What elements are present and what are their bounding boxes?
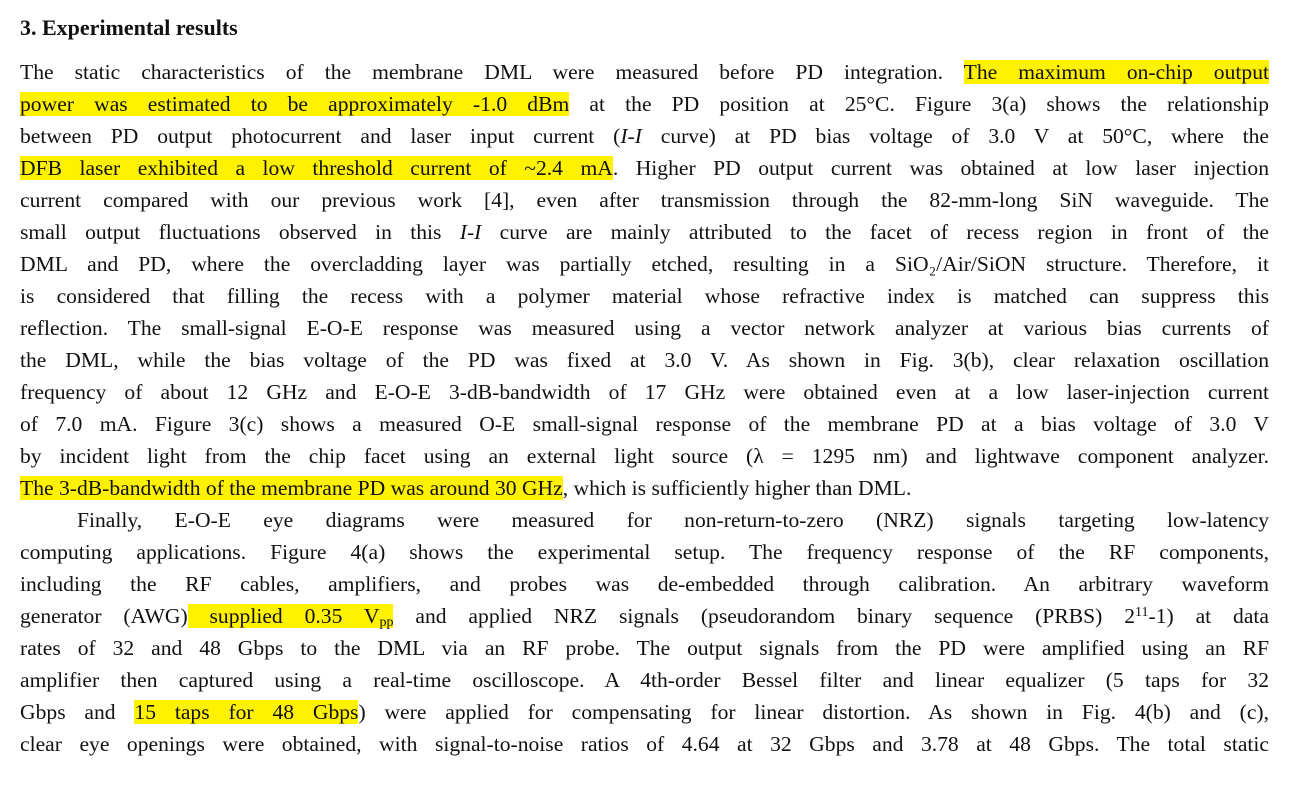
text-span: -1) at data	[1148, 604, 1270, 628]
text-line	[20, 600, 1269, 632]
section-heading: 3. Experimental results	[20, 15, 238, 40]
highlighted-text: DFB laser exhibited a low threshold current of ~2.4 mA	[20, 156, 613, 180]
text-line: DML and PD, where the overcladding layer was partially etched, resulting in a SiO₂/Air/SiON structure. Therefore, it	[20, 252, 1269, 276]
text-line: rates of 32 and 48 Gbps to the DML via an RF probe. The output signals from the PD were amplified using an RF	[20, 636, 1269, 660]
text-line: is considered that filling the recess with a polymer material whose refractive index is matched can suppress this	[20, 284, 1269, 308]
text-span: curve) at PD bias voltage of 3.0 V at 50°C, where the	[641, 124, 1270, 148]
highlighted-text	[188, 604, 394, 628]
italic-text: I-I	[620, 124, 642, 148]
text-line: Finally, E-O-E eye diagrams were measured for non-return-to-zero (NRZ) signals targeting low-latency	[77, 508, 1269, 532]
text-line: computing applications. Figure 4(a) shows the experimental setup. The frequency response of the RF components,	[20, 540, 1269, 564]
text-line: the DML, while the bias voltage of the PD was fixed at 3.0 V. As shown in Fig. 3(b), clear relaxation oscillation	[20, 348, 1269, 372]
highlighted-text: power was estimated to be approximately -1.0 dBm	[20, 92, 570, 116]
highlighted-text: The maximum on-chip output	[963, 60, 1269, 84]
text-line: clear eye openings were obtained, with signal-to-noise ratios of 4.64 at 32 Gbps and 3.78 at 48 Gbps. The total static	[20, 732, 1269, 756]
text-span: . Higher PD output current was obtained at low laser injection	[612, 156, 1270, 180]
text-span: Gbps and	[20, 700, 135, 724]
text-line	[20, 152, 1269, 184]
text-span: and applied NRZ signals (pseudorandom binary sequence (PRBS) 2	[393, 604, 1136, 628]
subscript: pp	[379, 615, 394, 630]
text-line: reflection. The small-signal E-O-E response was measured using a vector network analyzer at various bias currents of	[20, 316, 1269, 340]
text-line: current compared with our previous work [4], even after transmission through the 82-mm-long SiN waveguide. The	[20, 188, 1269, 212]
text-line	[20, 696, 1269, 728]
highlighted-text: 15 taps for 48 Gbps	[134, 700, 359, 724]
text-span: generator (AWG)	[20, 604, 188, 628]
text-span: curve are mainly attributed to the facet of recess region in front of the	[481, 220, 1269, 244]
superscript: 11	[1135, 605, 1149, 620]
text-line: including the RF cables, amplifiers, and probes was de-embedded through calibration. An arbitrary waveform	[20, 572, 1269, 596]
text-line	[20, 216, 1269, 248]
text-line: by incident light from the chip facet using an external light source (λ = 1295 nm) and lightwave component analyzer.	[20, 444, 1269, 468]
highlighted-text: The 3-dB-bandwidth of the membrane PD was around 30 GHz	[20, 476, 563, 500]
text-line	[20, 56, 1269, 88]
text-span: at the PD position at 25°C. Figure 3(a) shows the relationship	[569, 92, 1269, 116]
text-span: between PD output photocurrent and laser input current (	[20, 124, 621, 148]
paragraph-1	[20, 56, 1269, 504]
text-line	[20, 120, 1269, 152]
italic-text: I-I	[459, 220, 482, 244]
paragraph-2	[20, 504, 1269, 760]
text-span: ) were applied for compensating for linear distortion. As shown in Fig. 4(b) and (c),	[358, 700, 1269, 724]
text-line	[20, 472, 1269, 504]
text-line: frequency of about 12 GHz and E-O-E 3-dB-bandwidth of 17 GHz were obtained even at a low laser-injection current	[20, 380, 1269, 404]
text-line: of 7.0 mA. Figure 3(c) shows a measured O-E small-signal response of the membrane PD at a bias voltage of 3.0 V	[20, 412, 1269, 436]
text-span: , which is sufficiently higher than DML.	[562, 476, 912, 500]
text-span: supplied 0.35 V	[187, 604, 380, 628]
text-span: The static characteristics of the membrane DML were measured before PD integration.	[20, 60, 964, 84]
text-line	[20, 88, 1269, 120]
text-line: amplifier then captured using a real-time oscilloscope. A 4th-order Bessel filter and linear equalizer (5 taps for 32	[20, 668, 1269, 692]
document-page	[20, 12, 1269, 760]
text-span: small output fluctuations observed in this	[20, 220, 460, 244]
